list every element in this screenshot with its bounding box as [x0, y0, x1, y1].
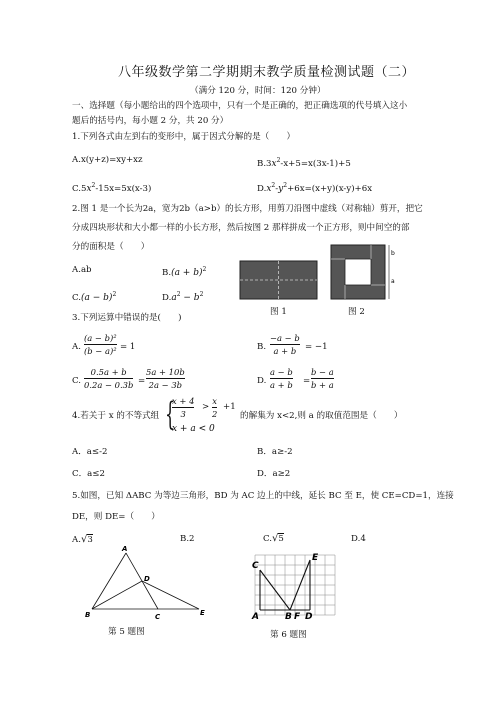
q2-stem-line2: 分成四块形状和大小都一样的小长方形，然后按图 2 那样拼成一个正方形，则中间空的部: [72, 223, 410, 233]
q3-option-d-eq: =: [303, 376, 311, 386]
q4-ineq1-numerator-2: x: [212, 396, 218, 406]
fig6-label-f: F: [294, 612, 301, 622]
page-subtitle: （满分 120 分，时间：120 分钟）: [190, 86, 326, 96]
q4-ineq1-denominator-2: 2: [212, 409, 218, 419]
figure-1-caption: 图 1: [270, 307, 287, 317]
q3-option-a-fraction: [84, 333, 117, 356]
section-heading-line2: 题后的括号内，每小题 2 分，共 20 分）: [72, 116, 229, 126]
figure-q6: [250, 550, 340, 630]
q4-stem-post: 的解集为 x<2,则 a 的取值范围是（ ）: [240, 411, 403, 421]
q2-option-d: $D.a^2 - b^2$: [162, 291, 204, 303]
q3-b-denominator: a + b: [273, 346, 297, 356]
q1-option-b: $B.3x^2-x+5=x(3x-1)+5$: [257, 157, 351, 169]
q5-option-b: B.2: [180, 534, 195, 544]
q3-option-c-fraction-2: [146, 367, 185, 390]
q2-option-a: A.ab: [72, 265, 92, 275]
q3-option-c-label: C.: [72, 376, 82, 386]
q5-option-c: C.√5: [263, 533, 284, 544]
q4-ineq1-fraction-2: [212, 396, 217, 419]
figure-2-label-a: a: [391, 278, 395, 285]
q3-option-a-label: A.: [72, 342, 81, 352]
q4-brace: {: [165, 395, 176, 433]
q3-option-d-fraction-1: [270, 367, 293, 390]
q5-stem-line1: 5.如图，已知 ΔABC 为等边三角形，BD 为 AC 边上的中线，延长 BC 至 E，使 CE=CD=1，连接: [72, 491, 454, 501]
q3-d-denominator-2: b + a: [311, 380, 334, 390]
figure-2-hole: [345, 259, 371, 285]
fig5-label-e: E: [200, 609, 205, 617]
fig5-median-BD: [92, 581, 142, 609]
q4-ineq1-plus: +1: [223, 402, 236, 412]
q1-stem: 1.下列各式由左到右的变形中，属于因式分解的是（ ）: [72, 132, 296, 142]
q2-stem-line1: 2.图 1 是一个长为2a，宽为2b（a>b）的长方形，用剪刀沿图中虚线（对称轴）剪开，把它: [72, 204, 423, 214]
q2-option-b: $B.(a + b)^2$: [162, 266, 207, 278]
figure-q5: [84, 543, 214, 625]
section-heading-line1: 一、选择题（每小题给出的四个选项中，只有一个是正确的，把正确选项的代号填入这小: [72, 101, 408, 111]
fig6-label-c: C: [252, 561, 259, 571]
q3-stem: 3.下列运算中错误的是( ): [72, 313, 182, 323]
fig6-label-b: B: [285, 612, 292, 622]
q4-ineq1-denominator-1: 3: [180, 409, 186, 419]
q3-b-numerator: −a − b: [270, 333, 300, 343]
q1-option-d: $D.x^2-y^2+6x=(x+y)(x-y)+6x$: [257, 182, 373, 194]
q3-option-c-eq: =: [138, 376, 146, 386]
q4-option-c: C．a≤2: [72, 469, 105, 479]
fig6-label-a: A: [252, 612, 259, 622]
q4-ineq1-gt: >: [202, 402, 210, 412]
page-title: 八年级数学第二学期期末教学质量检测试题（二）: [118, 65, 416, 80]
q3-option-b-rhs: = −1: [305, 342, 328, 352]
q3-option-a-rhs: = 1: [120, 342, 136, 352]
fig5-label-a: A: [122, 545, 128, 553]
fig6-label-d: D: [305, 612, 313, 622]
figure-1: [239, 260, 319, 302]
fig5-label-d: D: [144, 575, 150, 583]
q4-option-d: D．a≥2: [257, 469, 291, 479]
q2-stem-line3: 分的面积是（ ）: [72, 242, 150, 252]
figure-2: [329, 243, 399, 303]
q2-option-c: $C.(a - b)^2$: [72, 291, 117, 303]
q3-d-numerator-1: a − b: [270, 367, 293, 377]
q5-option-d: D.4: [351, 534, 366, 544]
q3-c-denominator-2: 2a − 3b: [148, 380, 183, 390]
q3-d-denominator-1: a + b: [270, 380, 293, 390]
q3-option-b-label: B.: [257, 342, 267, 352]
figure-2-caption: 图 2: [348, 307, 365, 317]
q3-option-d-fraction-2: [311, 367, 334, 390]
fig5-label-b: B: [85, 611, 91, 619]
figure-q5-caption: 第 5 题图: [108, 627, 145, 637]
figure-2-label-b: b: [391, 250, 395, 257]
q4-ineq1-fraction-1: [172, 396, 194, 419]
q3-c-numerator-2: 5a + 10b: [146, 367, 185, 377]
q4-ineq2: x + a < 0: [172, 424, 215, 434]
q1-option-a: A.x(y+z)=xy+xz: [72, 155, 143, 165]
fig5-side-AB: [92, 553, 126, 609]
q4-stem-pre: 4.若关于 x 的不等式组: [72, 411, 160, 421]
figure-q6-caption: 第 6 题图: [270, 630, 307, 640]
q4-option-a: A．a≤-2: [72, 447, 108, 457]
fig5-segment-DE: [142, 581, 199, 609]
q3-option-d-label: D.: [257, 376, 267, 386]
q3-option-c-fraction-1: [84, 367, 133, 390]
q5-option-a: A.√3: [72, 534, 93, 545]
q3-option-b-fraction: [270, 333, 300, 356]
fig6-label-e: E: [312, 553, 319, 563]
q3-c-numerator-1: 0.5a + b: [90, 367, 127, 377]
q3-c-denominator-1: 0.2a − 0.3b: [84, 380, 134, 390]
q4-ineq1-numerator-1: x + 4: [172, 396, 195, 406]
q4-option-b: B．a≥-2: [257, 447, 293, 457]
q5-stem-line2: DE，则 DE=（ ）: [72, 512, 160, 522]
q3-a-numerator: (a − b)²: [84, 333, 117, 343]
q3-a-denominator: (b − a)²: [84, 346, 117, 356]
fig5-label-c: C: [155, 613, 161, 621]
q3-d-numerator-2: b − a: [311, 367, 334, 377]
q1-option-c: $C.5x^2-15x=5x(x-3)$: [72, 182, 152, 194]
